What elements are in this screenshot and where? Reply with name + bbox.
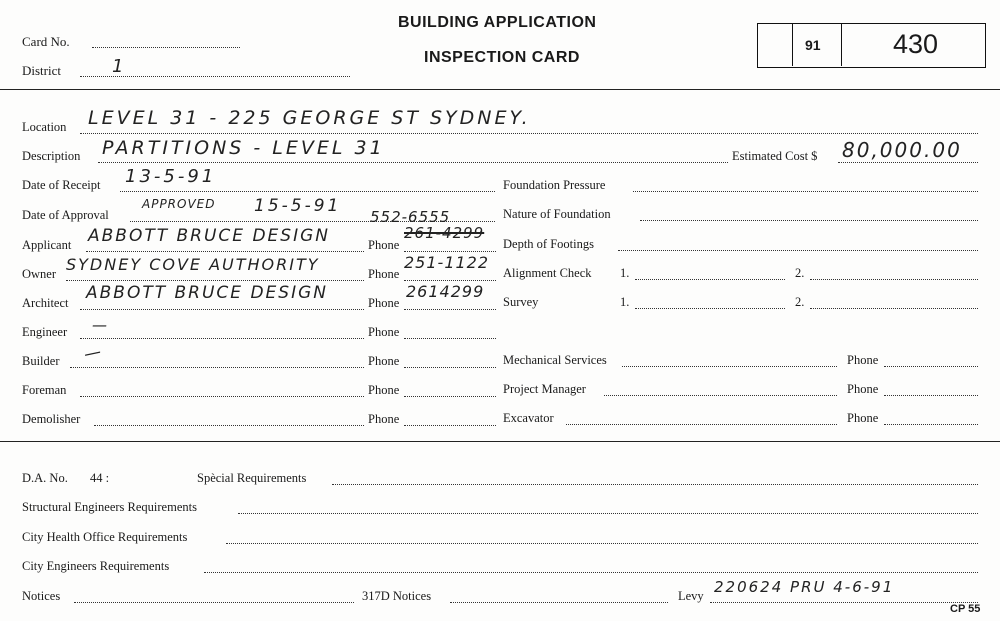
engineer-phone-line xyxy=(404,338,496,339)
builder-line xyxy=(70,367,364,368)
builder-phone-label: Phone xyxy=(368,354,400,368)
architect-line xyxy=(80,309,364,310)
da-no-label: D.A. No. xyxy=(22,471,68,485)
city-engineers-line xyxy=(204,572,978,573)
foundation-pressure-line xyxy=(633,191,978,192)
city-health-label: City Health Office Requirements xyxy=(22,530,188,544)
date-approval-label: Date of Approval xyxy=(22,208,109,222)
notices-label: Notices xyxy=(22,589,61,603)
applicant-label: Applicant xyxy=(22,238,72,252)
owner-phone-value: 251-1122 xyxy=(404,253,490,272)
card-number: 430 xyxy=(893,29,939,59)
demolisher-label: Demolisher xyxy=(22,412,81,426)
date-receipt-line xyxy=(120,191,495,192)
builder-label: Builder xyxy=(22,354,60,368)
demolisher-phone-line xyxy=(404,425,496,426)
mechanical-services-line xyxy=(622,366,837,367)
survey-1-line xyxy=(635,308,785,309)
card-no-label: Card No. xyxy=(22,34,70,49)
depth-footings-line xyxy=(618,250,978,251)
project-manager-phone-label: Phone xyxy=(847,382,879,396)
location-value: LEVEL 31 - 225 GEORGE ST SYDNEY. xyxy=(88,107,531,129)
engineer-line xyxy=(80,338,364,339)
architect-label: Architect xyxy=(22,296,69,310)
notices-317d-line xyxy=(450,602,668,603)
foreman-line xyxy=(80,396,364,397)
excavator-line xyxy=(566,424,837,425)
builder-phone-line xyxy=(404,367,496,368)
alignment-check-2-line xyxy=(810,279,978,280)
owner-phone-label: Phone xyxy=(368,267,400,281)
applicant-value: ABBOTT BRUCE DESIGN xyxy=(88,226,330,246)
applicant-phone-line xyxy=(404,251,496,252)
nature-foundation-line xyxy=(640,220,978,221)
form-code: CP 55 xyxy=(950,603,981,615)
description-line xyxy=(98,162,728,163)
project-manager-line xyxy=(604,395,837,396)
architect-phone-line xyxy=(404,309,496,310)
alignment-check-label: Alignment Check xyxy=(503,266,592,280)
mechanical-services-label: Mechanical Services xyxy=(503,353,607,367)
header-rule xyxy=(0,89,1000,90)
date-receipt-label: Date of Receipt xyxy=(22,178,101,192)
approval-extra-number: 552-6555 xyxy=(370,208,451,226)
survey-2-line xyxy=(810,308,978,309)
alignment-check-1-line xyxy=(635,279,785,280)
estimated-cost-label: Estimated Cost $ xyxy=(732,149,818,163)
levy-label: Levy xyxy=(678,589,704,603)
alignment-check-2-label: 2. xyxy=(795,266,805,280)
architect-value: ABBOTT BRUCE DESIGN xyxy=(86,283,328,303)
notices-317d-label: 317D Notices xyxy=(362,589,432,603)
estimated-cost-value: 80,000.00 xyxy=(842,138,962,162)
architect-phone-value: 2614299 xyxy=(406,282,485,301)
owner-label: Owner xyxy=(22,267,57,281)
estimated-cost-line xyxy=(838,162,978,163)
card-year: 91 xyxy=(805,37,821,53)
district-value: 1 xyxy=(112,56,127,77)
structural-label: Structural Engineers Requirements xyxy=(22,500,197,514)
depth-footings-label: Depth of Footings xyxy=(503,237,594,251)
date-approval-value: 15-5-91 xyxy=(254,196,342,216)
city-health-line xyxy=(226,543,978,544)
description-value: PARTITIONS - LEVEL 31 xyxy=(102,137,385,159)
box-divider-1 xyxy=(792,23,793,66)
engineer-value: — xyxy=(92,316,110,334)
demolisher-line xyxy=(94,425,364,426)
excavator-phone-label: Phone xyxy=(847,411,879,425)
engineer-phone-label: Phone xyxy=(368,325,400,339)
survey-label: Survey xyxy=(503,295,539,309)
special-requirements-label: Spècial Requirements xyxy=(197,471,307,485)
da-no-value: 44 : xyxy=(90,471,110,485)
owner-value: SYDNEY COVE AUTHORITY xyxy=(66,255,320,274)
architect-phone-label: Phone xyxy=(368,296,400,310)
nature-foundation-label: Nature of Foundation xyxy=(503,207,611,221)
builder-value: — xyxy=(82,341,106,365)
excavator-phone-line xyxy=(884,424,978,425)
alignment-check-1-label: 1. xyxy=(620,266,630,280)
excavator-label: Excavator xyxy=(503,411,554,425)
structural-line xyxy=(238,513,978,514)
foreman-phone-label: Phone xyxy=(368,383,400,397)
title-line1: BUILDING APPLICATION xyxy=(398,14,597,31)
foreman-phone-line xyxy=(404,396,496,397)
mechanical-phone-label: Phone xyxy=(847,353,879,367)
box-divider-2 xyxy=(841,23,842,66)
city-engineers-label: City Engineers Requirements xyxy=(22,559,170,573)
applicant-line xyxy=(86,251,364,252)
survey-2-label: 2. xyxy=(795,295,805,309)
date-receipt-value: 13-5-91 xyxy=(125,166,217,187)
district-label: District xyxy=(22,63,61,78)
mechanical-phone-line xyxy=(884,366,978,367)
engineer-label: Engineer xyxy=(22,325,68,339)
approved-stamp: APPROVED xyxy=(142,197,216,211)
foundation-pressure-label: Foundation Pressure xyxy=(503,178,606,192)
owner-phone-line xyxy=(404,280,496,281)
foreman-label: Foreman xyxy=(22,383,67,397)
owner-line xyxy=(66,280,364,281)
special-requirements-line xyxy=(332,484,978,485)
title-line2: INSPECTION CARD xyxy=(424,49,580,66)
demolisher-phone-label: Phone xyxy=(368,412,400,426)
project-manager-phone-line xyxy=(884,395,978,396)
middle-rule xyxy=(0,441,1000,442)
levy-value: 220624 PRU 4-6-91 xyxy=(714,578,895,596)
notices-line xyxy=(74,602,354,603)
applicant-phone-value: 261-4299 xyxy=(404,224,485,242)
project-manager-label: Project Manager xyxy=(503,382,586,396)
levy-line xyxy=(710,602,978,603)
location-label: Location xyxy=(22,120,67,134)
card-no-line xyxy=(92,47,240,48)
description-label: Description xyxy=(22,149,81,163)
applicant-phone-label: Phone xyxy=(368,238,400,252)
survey-1-label: 1. xyxy=(620,295,630,309)
location-line xyxy=(80,133,978,134)
